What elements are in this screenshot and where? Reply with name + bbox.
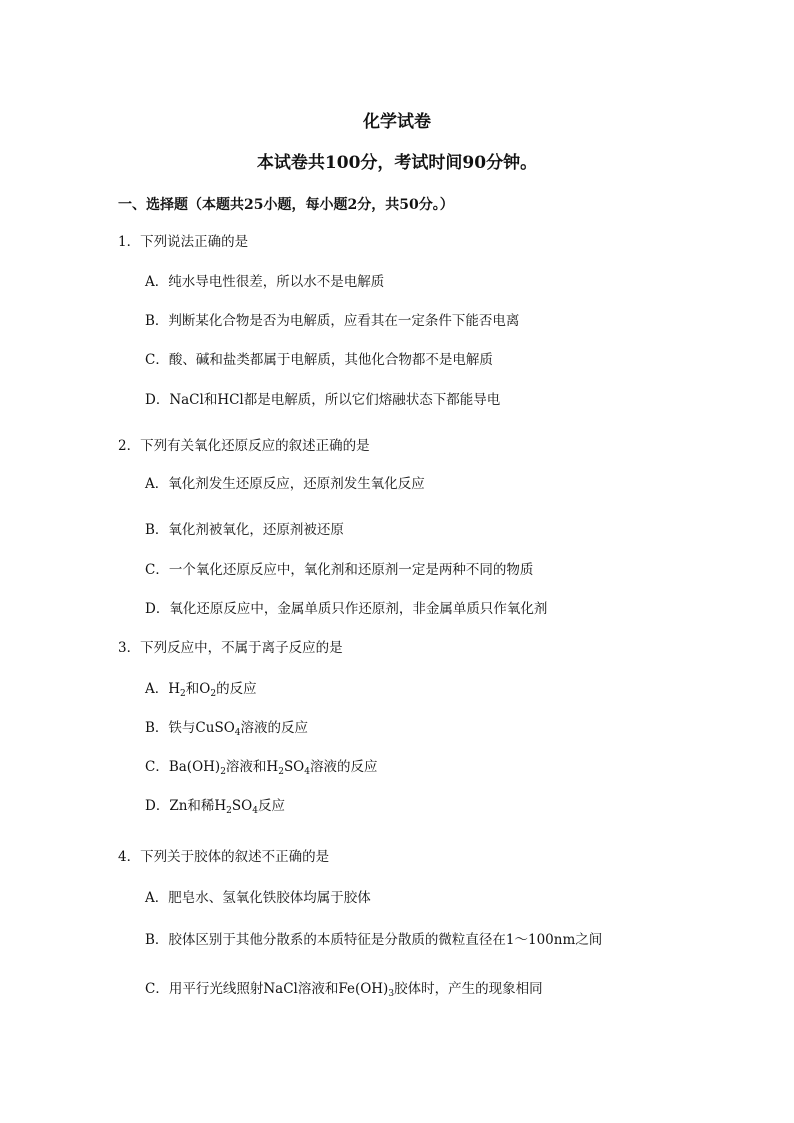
page-title: 化学试卷 [363, 112, 431, 132]
question-3-option-a: A．$H_2$和$O_2$的反应 [145, 681, 257, 699]
question-3-option-c: C．$Ba(OH)_2$溶液和$H_2SO_4$溶液的反应 [145, 759, 378, 777]
question-4-option-a: A．肥皂水、氢氧化铁胶体均属于胶体 [145, 890, 371, 906]
question-1-stem: 1．下列说法正确的是 [118, 234, 249, 250]
question-2-option-b: B．氧化剂被氧化，还原剂被还原 [145, 522, 344, 538]
question-4-stem: 4．下列关于胶体的叙述不正确的是 [118, 849, 330, 865]
question-1-option-b: B．判断某化合物是否为电解质，应看其在一定条件下能否电离 [145, 313, 520, 329]
question-1-option-c: C．酸、碱和盐类都属于电解质，其他化合物都不是电解质 [145, 352, 493, 368]
question-4-option-b: B．胶体区别于其他分散系的本质特征是分散质的微粒直径在1～100nm之间 [145, 932, 603, 948]
section-heading: 一、选择题（本题共25小题，每小题2分，共50分。） [118, 197, 454, 213]
question-2-option-d: D．氧化还原反应中，金属单质只作还原剂，非金属单质只作氧化剂 [145, 601, 548, 617]
question-2-stem: 2．下列有关氧化还原反应的叙述正确的是 [118, 438, 370, 454]
question-3-option-b: B．铁与CuSO$_4$溶液的反应 [145, 720, 308, 738]
question-2-option-c: C．一个氧化还原反应中，氧化剂和还原剂一定是两种不同的物质 [145, 562, 534, 578]
question-3-option-d: D．Zn和稀$H_2SO_4$反应 [145, 798, 285, 816]
question-2-option-a: A．氧化剂发生还原反应，还原剂发生氧化反应 [145, 476, 425, 492]
question-3-stem: 3．下列反应中，不属于离子反应的是 [118, 640, 343, 656]
page-subtitle: 本试卷共100分，考试时间90分钟。 [256, 153, 538, 173]
question-1-option-d: D．NaCl和HCl都是电解质，所以它们熔融状态下都能导电 [145, 392, 501, 408]
question-4-option-c: C．用平行光线照射NaCl溶液和$Fe(OH)_3$胶体时，产生的现象相同 [145, 981, 543, 999]
question-1-option-a: A．纯水导电性很差，所以水不是电解质 [145, 274, 385, 290]
